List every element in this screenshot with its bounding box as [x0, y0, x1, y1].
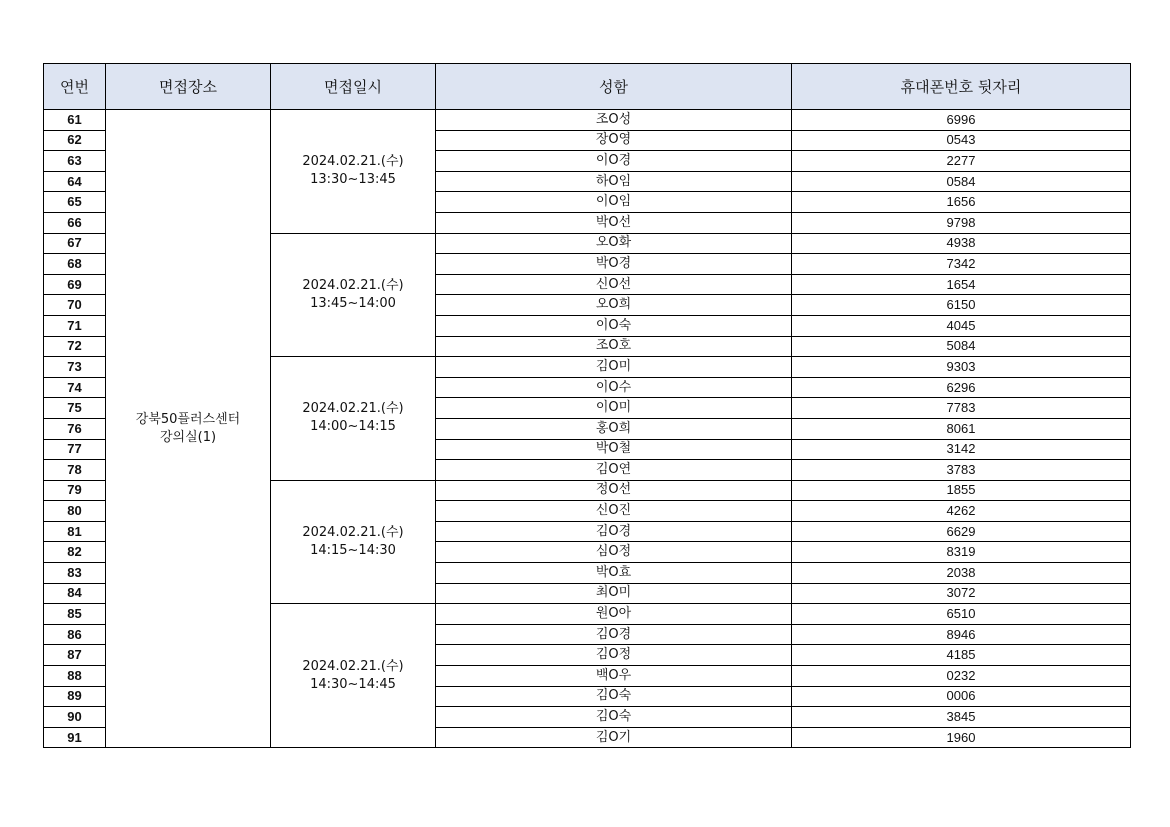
phone-last-digits: 9303: [792, 357, 1131, 378]
row-number: 74: [44, 377, 106, 398]
row-number: 87: [44, 645, 106, 666]
applicant-name: 이O임: [436, 192, 792, 213]
table-row: [44, 110, 1131, 131]
phone-last-digits: 5084: [792, 336, 1131, 357]
interview-datetime: [271, 357, 436, 481]
interview-date: 2024.02.21.(수): [302, 277, 404, 293]
applicant-name: 신O진: [436, 501, 792, 522]
phone-last-digits: 3072: [792, 583, 1131, 604]
phone-last-digits: 2277: [792, 151, 1131, 172]
phone-last-digits: 4045: [792, 315, 1131, 336]
applicant-name: 김O정: [436, 645, 792, 666]
applicant-name: 김O숙: [436, 686, 792, 707]
phone-last-digits: 9798: [792, 212, 1131, 233]
row-number: 76: [44, 418, 106, 439]
interview-time: 14:00~14:15: [310, 419, 396, 435]
phone-last-digits: 3845: [792, 707, 1131, 728]
row-number: 69: [44, 274, 106, 295]
header-name: 성함: [436, 64, 792, 110]
applicant-name: 심O정: [436, 542, 792, 563]
row-number: 91: [44, 727, 106, 748]
phone-last-digits: 2038: [792, 563, 1131, 584]
applicant-name: 오O화: [436, 233, 792, 254]
applicant-name: 김O기: [436, 727, 792, 748]
phone-last-digits: 1654: [792, 274, 1131, 295]
phone-last-digits: 4262: [792, 501, 1131, 522]
row-number: 84: [44, 583, 106, 604]
row-number: 61: [44, 110, 106, 131]
interview-time: 14:15~14:30: [310, 542, 396, 558]
applicant-name: 최O미: [436, 583, 792, 604]
phone-last-digits: 7342: [792, 254, 1131, 275]
phone-last-digits: 1656: [792, 192, 1131, 213]
applicant-name: 박O철: [436, 439, 792, 460]
phone-last-digits: 0584: [792, 171, 1131, 192]
phone-last-digits: 8061: [792, 418, 1131, 439]
interview-time: 13:45~14:00: [310, 295, 396, 311]
row-number: 66: [44, 212, 106, 233]
applicant-name: 김O연: [436, 460, 792, 481]
row-number: 64: [44, 171, 106, 192]
row-number: 88: [44, 666, 106, 687]
interview-datetime: [271, 480, 436, 604]
interview-time: 13:30~13:45: [310, 172, 396, 188]
phone-last-digits: 4938: [792, 233, 1131, 254]
header-phone: 휴대폰번호 뒷자리: [792, 64, 1131, 110]
interview-datetime: [271, 110, 436, 234]
row-number: 72: [44, 336, 106, 357]
header-no: 연번: [44, 64, 106, 110]
interview-place: [106, 110, 271, 748]
row-number: 90: [44, 707, 106, 728]
applicant-name: 박O선: [436, 212, 792, 233]
row-number: 65: [44, 192, 106, 213]
interview-date: 2024.02.21.(수): [302, 658, 404, 674]
phone-last-digits: 6996: [792, 110, 1131, 131]
row-number: 86: [44, 624, 106, 645]
interview-time: 14:30~14:45: [310, 676, 396, 692]
row-number: 81: [44, 521, 106, 542]
phone-last-digits: 8319: [792, 542, 1131, 563]
interview-datetime: [271, 233, 436, 357]
applicant-name: 오O희: [436, 295, 792, 316]
applicant-name: 김O경: [436, 521, 792, 542]
row-number: 63: [44, 151, 106, 172]
row-number: 62: [44, 130, 106, 151]
applicant-name: 홍O희: [436, 418, 792, 439]
interview-date: 2024.02.21.(수): [302, 154, 404, 170]
row-number: 71: [44, 315, 106, 336]
applicant-name: 이O숙: [436, 315, 792, 336]
place-line-2: 강의실(1): [159, 429, 217, 445]
row-number: 82: [44, 542, 106, 563]
phone-last-digits: 3783: [792, 460, 1131, 481]
phone-last-digits: 1960: [792, 727, 1131, 748]
applicant-name: 신O선: [436, 274, 792, 295]
row-number: 85: [44, 604, 106, 625]
applicant-name: 장O영: [436, 130, 792, 151]
phone-last-digits: 6510: [792, 604, 1131, 625]
interview-date: 2024.02.21.(수): [302, 524, 404, 540]
applicant-name: 이O경: [436, 151, 792, 172]
applicant-name: 이O수: [436, 377, 792, 398]
phone-last-digits: 3142: [792, 439, 1131, 460]
phone-last-digits: 4185: [792, 645, 1131, 666]
row-number: 77: [44, 439, 106, 460]
phone-last-digits: 0232: [792, 666, 1131, 687]
row-number: 73: [44, 357, 106, 378]
applicant-name: 원O아: [436, 604, 792, 625]
applicant-name: 김O미: [436, 357, 792, 378]
place-line-1: 강북50플러스센터: [135, 411, 241, 427]
header-row: [44, 64, 1131, 110]
row-number: 80: [44, 501, 106, 522]
row-number: 79: [44, 480, 106, 501]
phone-last-digits: 1855: [792, 480, 1131, 501]
phone-last-digits: 6150: [792, 295, 1131, 316]
applicant-name: 조O성: [436, 110, 792, 131]
table-header: [44, 64, 1131, 110]
interview-schedule-table: [43, 63, 1131, 748]
row-number: 70: [44, 295, 106, 316]
row-number: 67: [44, 233, 106, 254]
applicant-name: 하O임: [436, 171, 792, 192]
applicant-name: 박O효: [436, 563, 792, 584]
applicant-name: 백O우: [436, 666, 792, 687]
phone-last-digits: 7783: [792, 398, 1131, 419]
phone-last-digits: 6629: [792, 521, 1131, 542]
applicant-name: 박O경: [436, 254, 792, 275]
interview-datetime: [271, 604, 436, 748]
row-number: 89: [44, 686, 106, 707]
interview-date: 2024.02.21.(수): [302, 401, 404, 417]
row-number: 75: [44, 398, 106, 419]
phone-last-digits: 0543: [792, 130, 1131, 151]
applicant-name: 이O미: [436, 398, 792, 419]
table-body: [44, 110, 1131, 748]
phone-last-digits: 8946: [792, 624, 1131, 645]
applicant-name: 정O선: [436, 480, 792, 501]
row-number: 68: [44, 254, 106, 275]
applicant-name: 김O숙: [436, 707, 792, 728]
header-place: 면접장소: [106, 64, 271, 110]
applicant-name: 조O호: [436, 336, 792, 357]
row-number: 83: [44, 563, 106, 584]
header-datetime: 면접일시: [271, 64, 436, 110]
applicant-name: 김O경: [436, 624, 792, 645]
row-number: 78: [44, 460, 106, 481]
phone-last-digits: 6296: [792, 377, 1131, 398]
phone-last-digits: 0006: [792, 686, 1131, 707]
